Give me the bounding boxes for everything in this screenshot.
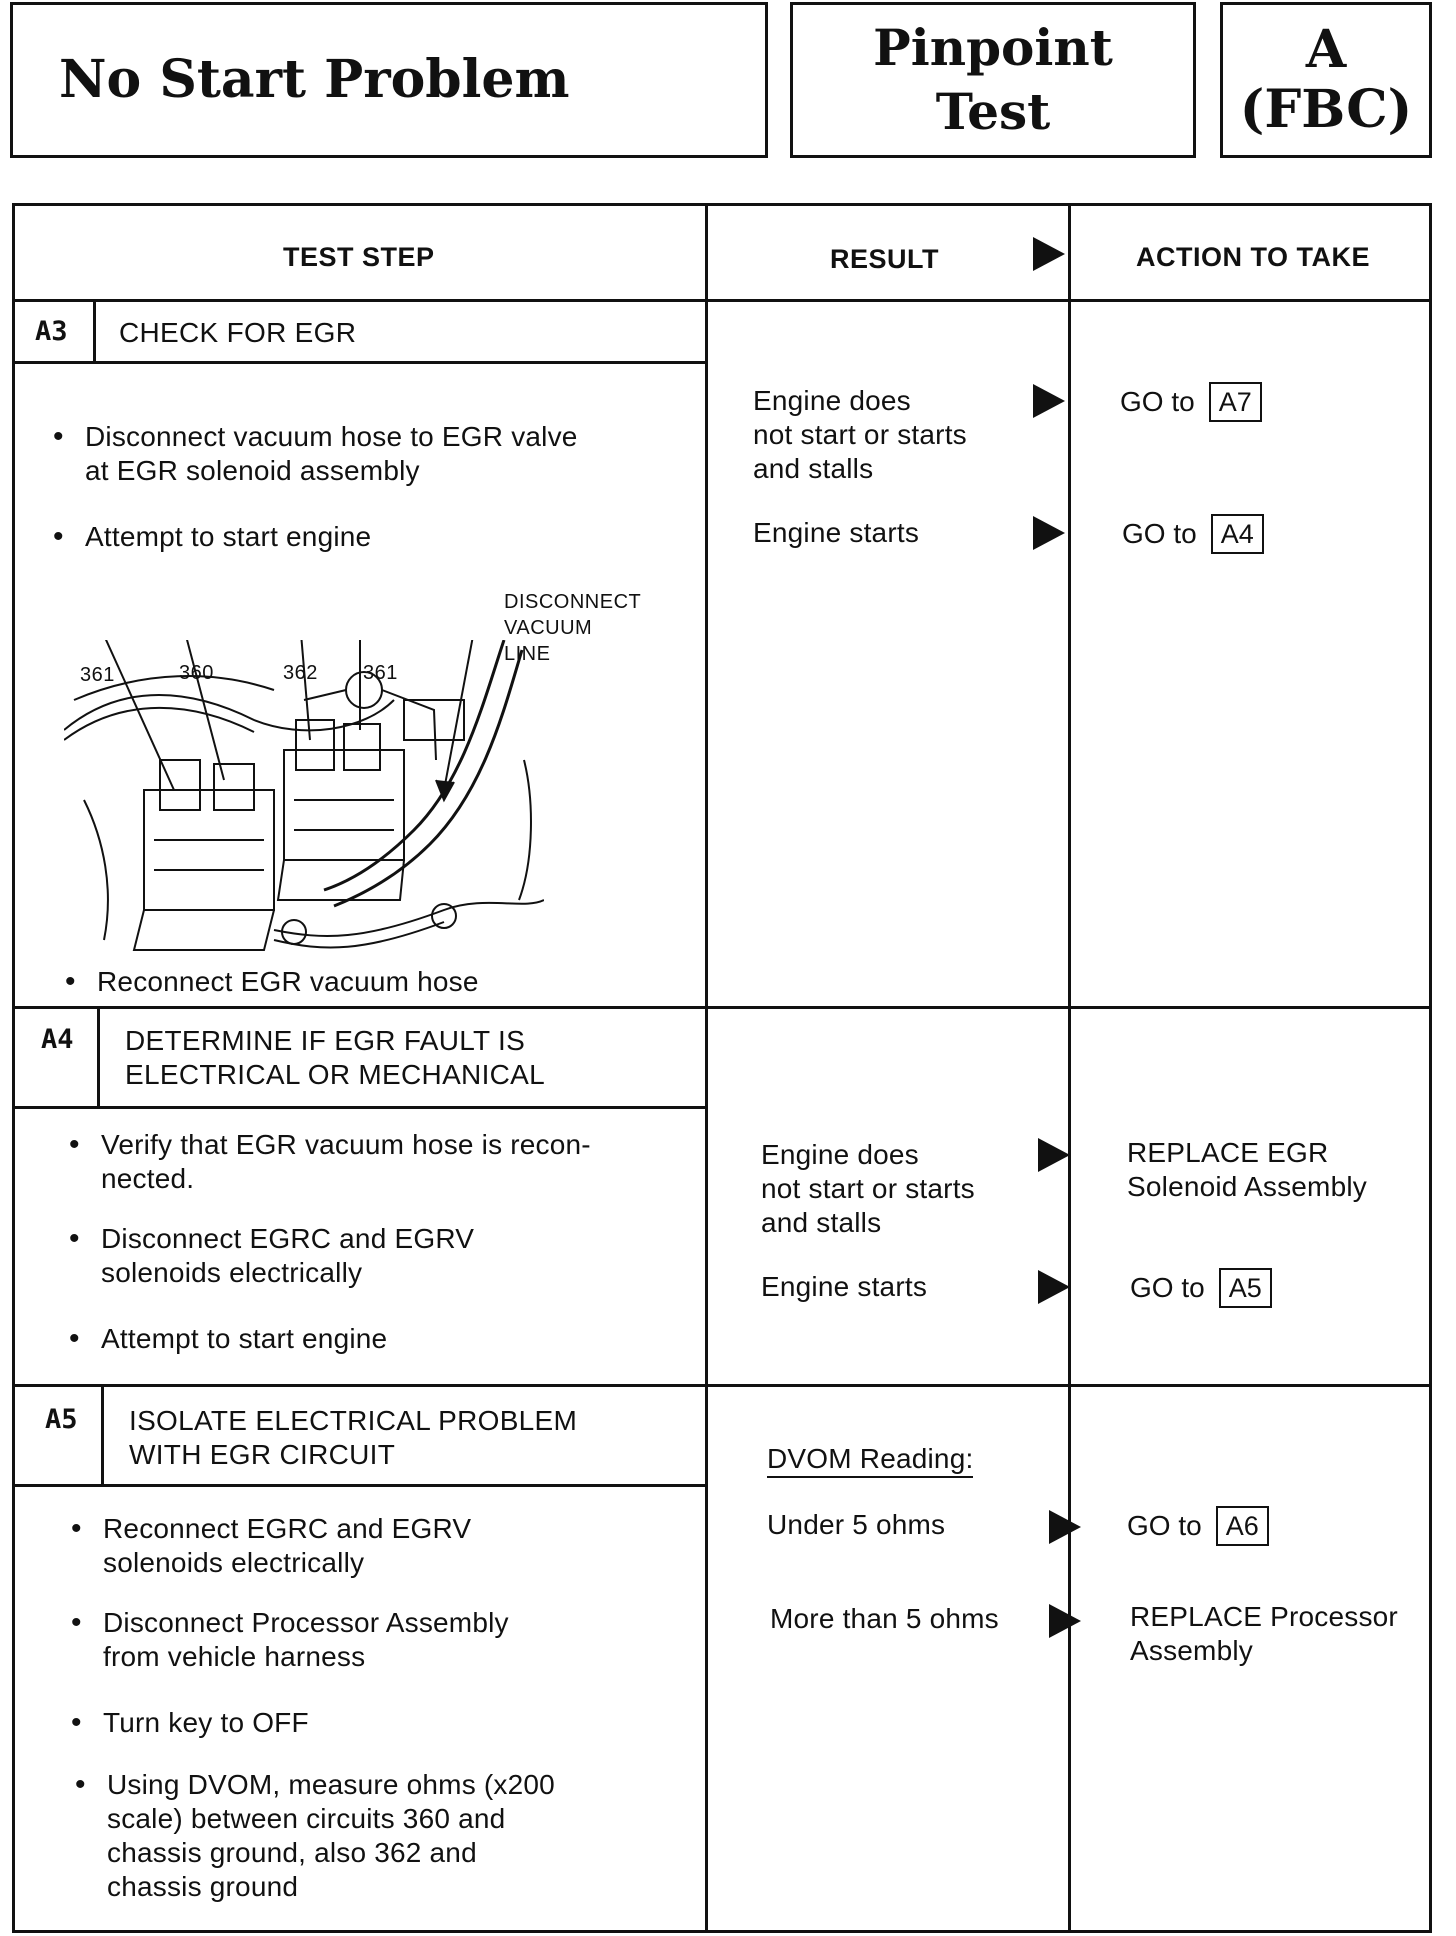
figure-callout-361: 361 — [80, 664, 115, 686]
goto-a7-link[interactable]: A7 — [1209, 382, 1262, 422]
egr-solenoid-illustration — [64, 640, 544, 970]
step-a3-bullet: • Disconnect vacuum hose to EGR valve at EGR solenoid assembly — [85, 420, 578, 488]
test-type-line1: Pinpoint — [873, 18, 1113, 77]
test-type-line2: Test — [935, 82, 1051, 141]
dvom-reading-label: DVOM Reading: — [767, 1443, 973, 1478]
step-a4-bullet: • Verify that EGR vacuum hose is recon- nected. — [101, 1128, 591, 1196]
action-goto-label: GO to — [1120, 386, 1195, 417]
step-a5-bullet: • Reconnect EGRC and EGRV solenoids electrically — [103, 1512, 471, 1580]
row-divider — [15, 299, 1429, 302]
step-id-a3: A3 — [35, 316, 68, 347]
step-a4-bullet: • Disconnect EGRC and EGRV solenoids electrically — [101, 1222, 474, 1290]
step-id-a5: A5 — [45, 1404, 78, 1435]
column-divider — [705, 206, 708, 1930]
result-a4-1: Engine does not start or starts and stalls — [761, 1139, 975, 1238]
page-title: No Start Problem — [59, 49, 570, 110]
result-a4-2: Engine starts — [761, 1271, 928, 1302]
step-a3-bullet: • Reconnect EGR vacuum hose — [97, 965, 479, 999]
test-type-box — [790, 2, 1196, 158]
action-a4-2 — [1130, 1268, 1272, 1308]
result-arrow-icon — [1038, 1270, 1070, 1304]
step-a5-bullet: • Disconnect Processor Assembly from vehicle harness — [103, 1606, 509, 1674]
step-a3-bullet: • Attempt to start engine — [85, 520, 371, 554]
figure-callout-360: 360 — [179, 662, 214, 684]
figure-callout-361: 361 — [363, 662, 398, 684]
column-header-test-step: TEST STEP — [283, 242, 435, 272]
step-a5-bullet: • Using DVOM, measure ohms (x200 scale) between circuits 360 and chassis ground, also 362 and chassis ground — [107, 1768, 555, 1904]
test-code-line1: A — [1305, 19, 1347, 80]
row-divider — [15, 1006, 1429, 1009]
header-arrow-icon — [1033, 237, 1065, 271]
step-title-divider — [15, 361, 705, 364]
result-a3-1: Engine does not start or starts and stalls — [753, 385, 967, 484]
result-arrow-icon — [1049, 1604, 1081, 1638]
step-title-divider — [15, 1106, 705, 1109]
step-id-divider — [97, 1006, 100, 1106]
result-a5-1: Under 5 ohms — [767, 1509, 946, 1540]
goto-a5-link[interactable]: A5 — [1219, 1268, 1272, 1308]
result-a5-2: More than 5 ohms — [770, 1603, 999, 1634]
title-box — [10, 2, 768, 158]
action-a5-2: REPLACE Processor Assembly — [1130, 1601, 1398, 1666]
figure-callout-362: 362 — [283, 662, 318, 684]
pinpoint-table — [12, 203, 1432, 1933]
goto-a4-link[interactable]: A4 — [1211, 514, 1264, 554]
step-title-divider — [15, 1484, 705, 1487]
step-id-divider — [101, 1384, 104, 1484]
action-goto-label: GO to — [1130, 1272, 1205, 1303]
step-id-divider — [93, 299, 96, 361]
figure-note: DISCONNECT VACUUM LINE — [504, 591, 642, 665]
action-a5-1 — [1127, 1506, 1269, 1546]
step-a5-bullet: • Turn key to OFF — [103, 1706, 309, 1740]
column-header-result: RESULT — [830, 244, 939, 274]
test-code-line2: (FBC) — [1239, 79, 1413, 140]
action-a3-1 — [1120, 382, 1262, 422]
result-arrow-icon — [1033, 516, 1065, 550]
step-id-a4: A4 — [41, 1024, 74, 1055]
test-code-box — [1220, 2, 1432, 158]
column-header-action: ACTION TO TAKE — [1136, 242, 1370, 272]
goto-a6-link[interactable]: A6 — [1216, 1506, 1269, 1546]
action-goto-label: GO to — [1122, 518, 1197, 549]
action-a3-2 — [1122, 514, 1264, 554]
step-title-a4: DETERMINE IF EGR FAULT IS ELECTRICAL OR MECHANICAL — [125, 1025, 546, 1090]
result-heading-a5 — [767, 1442, 973, 1476]
result-arrow-icon — [1038, 1138, 1070, 1172]
step-title-a5: ISOLATE ELECTRICAL PROBLEM WITH EGR CIRCUIT — [129, 1405, 578, 1470]
action-a4-1: REPLACE EGR Solenoid Assembly — [1127, 1137, 1367, 1202]
row-divider — [15, 1384, 1429, 1387]
result-arrow-icon — [1033, 384, 1065, 418]
result-a3-2: Engine starts — [753, 517, 920, 548]
action-goto-label: GO to — [1127, 1510, 1202, 1541]
step-title-a3: CHECK FOR EGR — [119, 317, 357, 348]
column-divider — [1068, 206, 1071, 1930]
step-a4-bullet: • Attempt to start engine — [101, 1322, 387, 1356]
result-arrow-icon — [1049, 1510, 1081, 1544]
